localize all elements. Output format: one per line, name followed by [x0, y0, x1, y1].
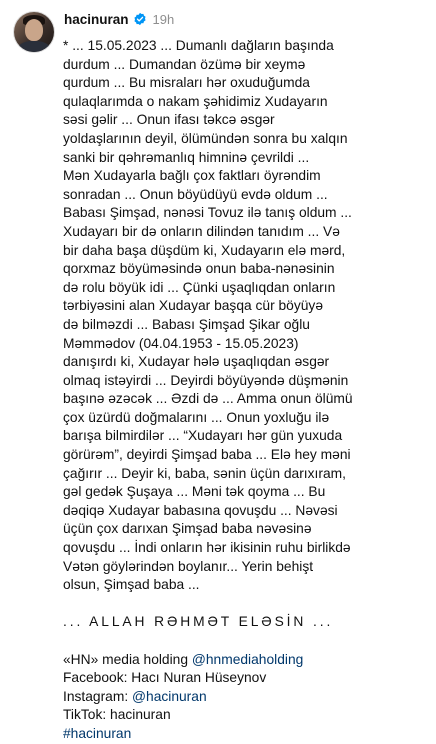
- caption-line: Məmmədov (04.04.1953 - 15.05.2023): [63, 335, 299, 351]
- caption-line: olmaq istəyirdi ... Deyirdi böyüyəndə düşmənin: [63, 372, 349, 388]
- caption-line: olsun, Şimşad baba ...: [63, 577, 200, 593]
- closing-line: ... ALLAH RƏHMƏT ELƏSİN ...: [63, 614, 334, 630]
- username-link[interactable]: hacinuran: [64, 11, 129, 27]
- avatar-face: [25, 19, 43, 41]
- credit-tiktok: TikTok: hacinuran: [63, 707, 171, 723]
- caption-line: üçün çox darıxan Şimşad baba nəvəsinə: [63, 521, 312, 537]
- caption-line: Vətən göylərindən boylanır... Yerin behişt: [63, 558, 314, 574]
- mention-hnmediaholding-link[interactable]: @hnmediaholding: [191, 651, 304, 667]
- hashtag-hacinuran-link[interactable]: #hacinuran: [63, 725, 132, 741]
- post-timestamp[interactable]: 19h: [152, 11, 175, 27]
- caption-spacer: [63, 595, 431, 614]
- caption-line: başınə əzəcək ... Əzdi də ... Amma onun ölümü: [63, 391, 353, 407]
- caption-line: çox üzürdü doğmalarını ... Onun yoxluğu ilə: [63, 409, 330, 425]
- caption-line: qorxmaz böyüməsində onun baba-nənəsinin: [63, 261, 335, 277]
- caption-line: səsi gəlir ... Onun ifası təkcə əsgər: [63, 112, 275, 128]
- caption-line: görürəm”, deyirdi Şimşad baba ... Elə hey məni: [63, 447, 351, 463]
- caption-line: durdum ... Dumandan özümə bir xeymə: [63, 56, 306, 72]
- credit-media-holding: [63, 651, 431, 670]
- profile-avatar[interactable]: [14, 12, 54, 52]
- caption-line: * ... 15.05.2023 ... Dumanlı dağların başında: [63, 38, 334, 53]
- caption-line: qurdum ... Bu misraları hər oxuduğumda: [63, 75, 310, 91]
- caption-line: yoldaşlarının deyil, ölümündən sonra bu xalqın: [63, 130, 348, 146]
- caption-line: Babası Şimşad, nənəsi Tovuz ilə tanış oldum ...: [63, 205, 352, 221]
- caption-line: bir daha başa düşdüm ki, Xudayarın elə mərd,: [63, 242, 346, 258]
- caption-line: Mən Xudayarla bağlı çox faktları öyrəndim: [63, 168, 321, 184]
- caption-body: [63, 37, 431, 595]
- caption-line: də bilməzdi ... Babası Şimşad Şikar oğlu: [63, 316, 310, 332]
- caption-line: sanki bir qəhrəmanlıq himninə çevrildi ...: [63, 149, 310, 165]
- post-caption: [63, 37, 431, 744]
- caption-line: qovuşdu ... İndi onların hər ikisinin ruhu birlikdə: [63, 540, 351, 556]
- caption-line: də rolu böyük idi ... Çünki uşaqlıqdan onların: [63, 279, 336, 295]
- caption-spacer: [63, 632, 431, 651]
- credit-instagram: [63, 688, 431, 707]
- caption-line: çağırır ... Deyir ki, baba, sənin üçün darıxıram,: [63, 465, 346, 481]
- caption-line: Xudayarı bir də onların dilindən tanıdım ... Və: [63, 223, 340, 239]
- caption-line: qulaqlarımda o nakam şəhidimiz Xudayarın: [63, 93, 328, 109]
- caption-line: barışa bilmirdilər ... “Xudayarı hər gün yuxuda: [63, 428, 343, 444]
- caption-line: sonradan ... Onun böyüdüyü evdə oldum ...: [63, 186, 328, 202]
- instagram-label: Instagram:: [63, 688, 133, 704]
- verified-badge-icon: [133, 12, 147, 26]
- post-header: [64, 9, 174, 29]
- caption-line: dəqiqə Xudayar babasına qovuşdu ... Nəvəsi: [63, 502, 338, 518]
- credit-facebook: Facebook: Hacı Nuran Hüseynov: [63, 670, 267, 686]
- mention-hacinuran-link[interactable]: @hacinuran: [132, 688, 207, 704]
- caption-line: danışırdı ki, Xudayar hələ uşaqlıqdan əsgər: [63, 354, 330, 370]
- media-holding-label: «HN» media holding: [63, 651, 192, 667]
- avatar-body: [17, 41, 51, 52]
- caption-line: tərbiyəsini alan Xudayar başqa cür böyüyə: [63, 298, 323, 314]
- caption-line: gəl gedək Şuşaya ... Məni tək qoyma ... Bu: [63, 484, 326, 500]
